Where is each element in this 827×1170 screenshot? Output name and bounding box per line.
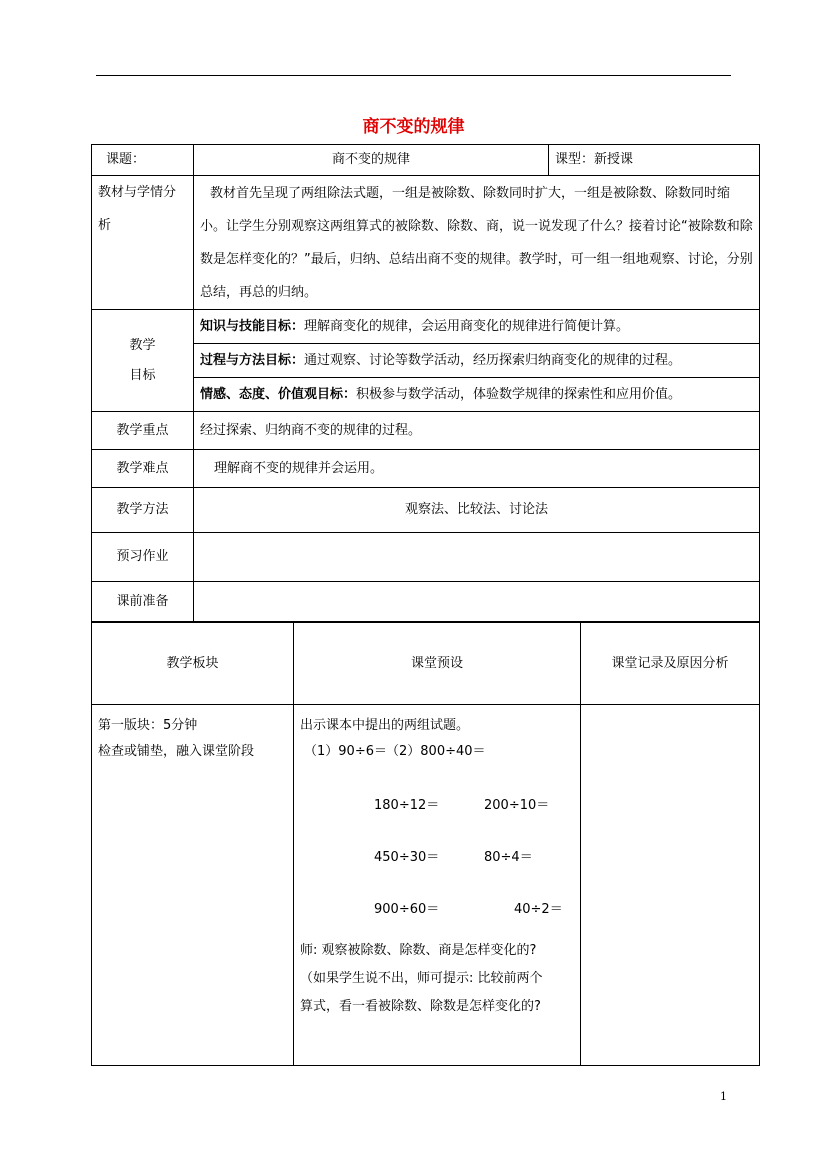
goal-knowledge [194, 310, 760, 344]
column-header-block: 教学板块 [92, 623, 294, 705]
prep-text [194, 582, 760, 622]
equation-row [300, 739, 574, 765]
equation-row [300, 845, 574, 871]
goal-emotion-head: 情感、态度、价值观目标： [200, 386, 357, 402]
goal-process-text: 通过观察、讨论等数学活动，经历探索归纳商变化的规律的过程。 [304, 352, 682, 368]
goal-emotion [194, 378, 760, 412]
equation: 180÷12＝ [374, 798, 440, 813]
equation: 450÷30＝ [374, 850, 440, 865]
goal-knowledge-head: 知识与技能目标： [200, 318, 305, 334]
analysis-label: 教材与学情分析 [92, 176, 194, 310]
equation: （1）90÷6＝ [304, 744, 387, 759]
method-text: 观察法、比较法、讨论法 [194, 488, 760, 533]
section1-hint-line2: 算式，看一看被除数、除数是怎样变化的? [300, 999, 541, 1014]
goal-knowledge-text: 理解商变化的规律，会运用商变化的规律进行简便计算。 [304, 318, 630, 334]
key-point-label: 教学重点 [92, 412, 194, 450]
section1-plan [294, 705, 581, 1066]
equation: 900÷60＝ [374, 902, 440, 917]
key-point-text: 经过探索、归纳商不变的规律的过程。 [194, 412, 760, 450]
goals-label-line1: 教学 [129, 337, 156, 353]
section1-block-title: 第一版块：5分钟 [98, 718, 198, 733]
difficulty-label: 教学难点 [92, 450, 194, 488]
prep-label: 课前准备 [92, 582, 194, 622]
column-header-plan: 课堂预设 [294, 623, 581, 705]
analysis-text: 教材首先呈现了两组除法式题，一组是被除数、除数同时扩大，一组是被除数、除数同时缩小。让学生分别观察这两组算式的被除数、除数、商，说一说发现了什么？接着讨论“被除数和除数是怎样变化的？”最后，归纳、总结出商不变的规律。教学时，可一组一组地观察、讨论，分别总结，再总的归纳。 [194, 176, 760, 310]
section1-hint-line1: （如果学生说不出，师可提示: 比较前两个 [300, 971, 543, 986]
page-number: 1 [720, 1090, 727, 1103]
section1-block-desc: 检查或铺垫，融入课堂阶段 [98, 744, 255, 759]
page-title: 商不变的规律 [362, 117, 465, 137]
preview-label: 预习作业 [92, 533, 194, 582]
goal-process [194, 344, 760, 378]
section1-block [92, 705, 294, 1066]
section1-record [581, 705, 760, 1066]
goal-emotion-text: 积极参与数学活动，体验数学规律的探索性和应用价值。 [356, 386, 682, 402]
difficulty-text: 理解商不变的规律并会运用。 [194, 450, 760, 488]
goal-process-head: 过程与方法目标： [200, 352, 305, 368]
lesson-info-table [91, 144, 760, 622]
section1-question: 师: 观察被除数、除数、商是怎样变化的? [300, 943, 537, 958]
method-label: 教学方法 [92, 488, 194, 533]
goals-label-line2: 目标 [129, 367, 156, 383]
equation: 80÷4＝ [484, 850, 533, 865]
section1-intro: 出示课本中提出的两组试题。 [300, 718, 470, 733]
equation: 40÷2＝ [514, 902, 563, 917]
goals-label [92, 310, 194, 412]
equation: （2）800÷40＝ [386, 744, 486, 759]
topic-value: 商不变的规律 [194, 145, 549, 176]
equation-row [300, 897, 574, 923]
preview-text [194, 533, 760, 582]
header-rule [96, 75, 731, 76]
column-header-record: 课堂记录及原因分析 [581, 623, 760, 705]
lesson-plan-table [91, 622, 760, 1066]
topic-label: 课题： [92, 145, 194, 176]
lesson-type: 课型：新授课 [549, 145, 760, 176]
equation-row [300, 793, 574, 819]
equation: 200÷10＝ [484, 798, 550, 813]
